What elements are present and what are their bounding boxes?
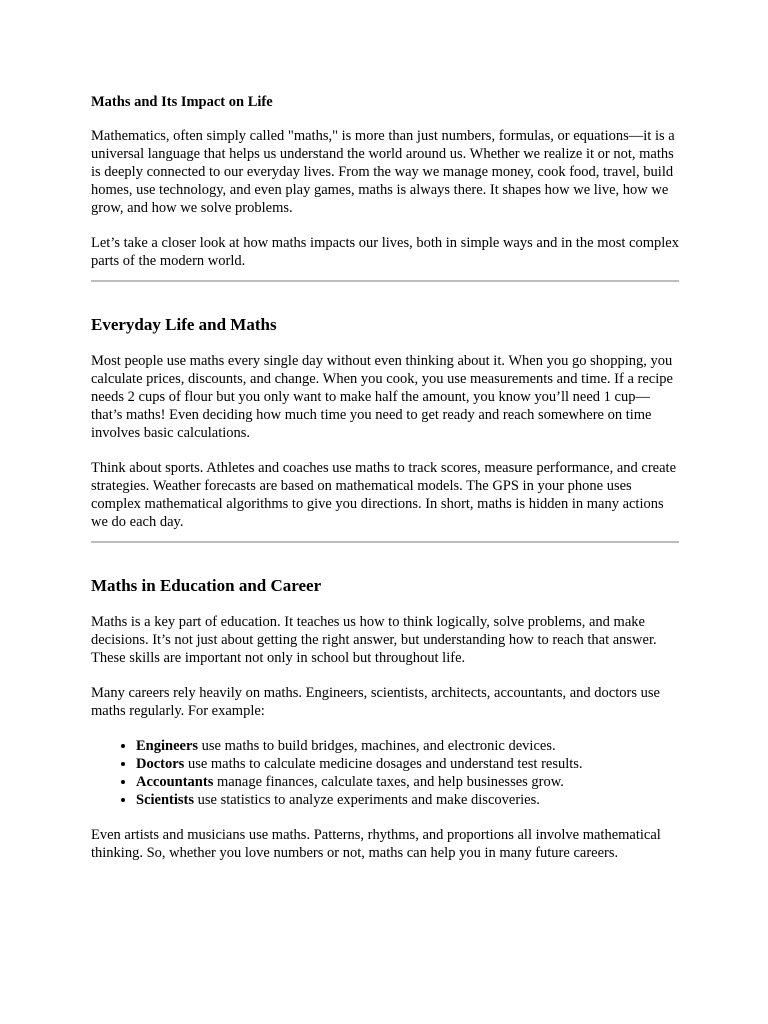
list-item-text: use maths to build bridges, machines, and electronic devices. [198, 738, 556, 754]
everyday-paragraph-2: Think about sports. Athletes and coaches use maths to track scores, measure performance, and create strategies. Weather forecasts are based on mathematical models. The GPS in your phone uses complex mathematical algorithms to give you directions. In short, maths is hidden in many actions we do each day. [91, 460, 677, 530]
list-item-term: Doctors [136, 756, 185, 772]
list-item-text: use maths to calculate medicine dosages and understand test results. [184, 756, 583, 772]
list-item-term: Accountants [136, 774, 214, 790]
list-item-text: manage finances, calculate taxes, and help businesses grow. [213, 774, 564, 790]
list-item-term: Engineers [136, 738, 199, 754]
intro-paragraph-2: Let’s take a closer look at how maths impacts our lives, both in simple ways and in the most complex parts of the modern world. [91, 235, 679, 269]
section-heading-education-career: Maths in Education and Career [91, 576, 322, 595]
list-item [136, 791, 679, 809]
section-heading-everyday-life: Everyday Life and Maths [91, 315, 277, 334]
list-item [136, 737, 679, 755]
intro-paragraph-1: Mathematics, often simply called "maths," is more than just numbers, formulas, or equations—it is a universal language that helps us understand the world around us. Whether we realize it or not, maths is deeply connected to our everyday lives. From the way we manage money, cook food, travel, build homes, use technology, and even play games, maths is always there. It shapes how we live, how we grow, and how we solve problems. [91, 128, 675, 216]
education-paragraph-3: Even artists and musicians use maths. Patterns, rhythms, and proportions all involve mathematical thinking. So, whether you love numbers or not, maths can help you in many future careers. [91, 827, 661, 861]
education-paragraph-2: Many careers rely heavily on maths. Engineers, scientists, architects, accountants, and doctors use maths regularly. For example: [91, 685, 660, 719]
document-title: Maths and Its Impact on Life [91, 94, 273, 110]
section-divider [91, 541, 679, 543]
list-item [136, 773, 679, 791]
section-divider [91, 280, 679, 282]
education-paragraph-1: Maths is a key part of education. It teaches us how to think logically, solve problems, and make decisions. It’s not just about getting the right answer, but understanding how to reach that answer. These skills are important not only in school but throughout life. [91, 614, 657, 666]
document-page [91, 93, 679, 879]
everyday-paragraph-1: Most people use maths every single day without even thinking about it. When you go shopping, you calculate prices, discounts, and change. When you cook, you use measurements and time. If a recipe needs 2 cups of flour but you only want to make half the amount, you know you’ll need 1 cup—that’s maths! Even deciding how much time you need to get ready and reach somewhere on time involves basic calculations. [91, 353, 673, 441]
list-item [136, 755, 679, 773]
list-item-term: Scientists [136, 792, 194, 808]
list-item-text: use statistics to analyze experiments and make discoveries. [194, 792, 540, 808]
careers-list [91, 737, 679, 809]
